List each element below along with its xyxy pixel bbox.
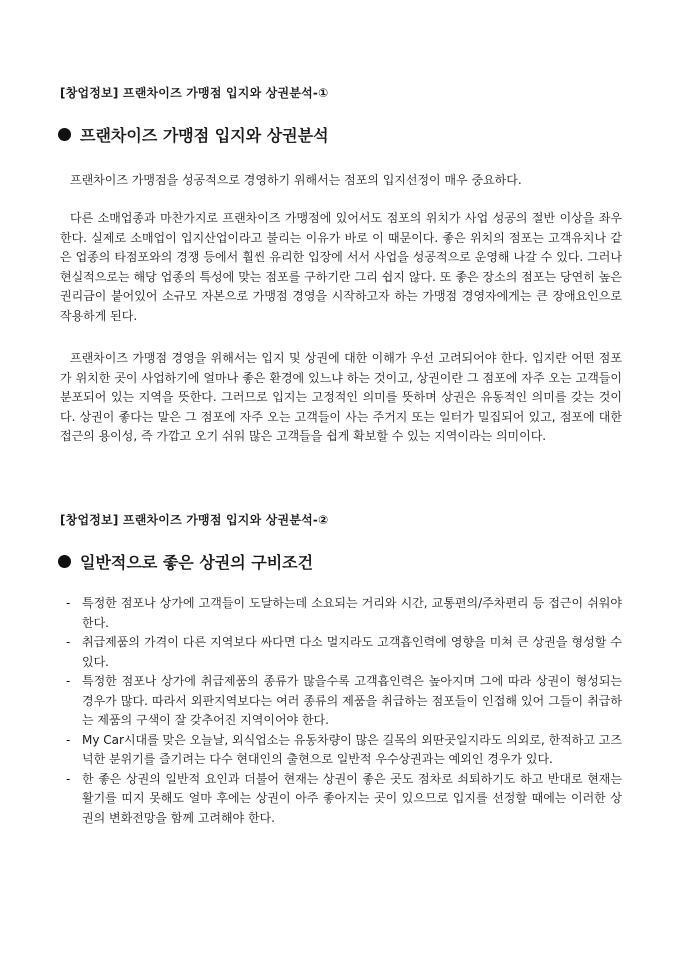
- list-item-text: 특정한 점포나 상가에 고객들이 도달하는데 소요되는 거리와 시간, 교통편의/주차편리 등 접근이 쉬워야 한다.: [82, 596, 622, 630]
- section1-paragraph-3: 프랜차이즈 가맹점 경영을 위해서는 입지 및 상권에 대한 이해가 우선 고려되어야 한다. 입지란 어떤 점포가 위치한 곳이 사업하기에 얼마나 좋은 환경에 있느냐 하는 것이고, 상권이란 그 점포에 자주 오는 고객들이 분포되어 있는 지역을 뜻한다. 그러므로 입지는 고정적인 의미를 뜻하며 상권은 유동적인 의미를 갖는 것이다. 상권이 좋다는 말은 그 점포에 자주 오는 고객들이 사는 주거지 또는 일터가 밀집되어 있고, 점포에 대한 접근의 용이성, 즉 가깝고 오기 쉬워 많은 고객들을 쉽게 확보할 수 있는 지역이라는 의미이다.: [60, 351, 622, 443]
- dash-marker: -: [66, 771, 71, 786]
- section1-heading: [58, 123, 329, 146]
- list-item-text: 특정한 점포나 상가에 취급제품의 종류가 많을수록 고객흡인력은 높아지며 그에 따라 상권이 형성되는 경우가 많다. 따라서 외판지역보다는 여러 종류의 제품을 취급하는 점포들이 인접해 있어 그들이 취급하는 제품의 구색이 잘 갖추어진 지역이어야 한다.: [82, 674, 622, 727]
- section2-bullet-list: [66, 594, 622, 828]
- dash-marker: -: [66, 674, 71, 688]
- section2-label: [창업정보] 프랜차이즈 가맹점 입지와 상권분석-②: [60, 513, 329, 527]
- section1-paragraph-1: 프랜차이즈 가맹점을 성공적으로 경영하기 위해서는 점포의 입지선정이 매우 중요하다.: [70, 173, 522, 187]
- section1-heading-text: 프랜차이즈 가맹점 입지와 상권분석: [80, 126, 329, 145]
- dash-marker: -: [66, 596, 71, 610]
- bullet-dot-icon: [58, 555, 71, 568]
- list-item: [66, 672, 622, 731]
- bullet-dot-icon: [58, 128, 71, 141]
- list-item-text: My Car시대를 맞은 오늘날, 외식업소는 유동차량이 많은 길목의 외딴곳일지라도 의외로, 한적하고 고즈넉한 분위기를 즐기려는 다수 현대인의 출현으로 일반적 우수상권과는 예외인 경우가 있다.: [82, 732, 622, 766]
- list-item: [66, 633, 622, 672]
- list-item-text: 한 좋은 상권의 일반적 요인과 더불어 현재는 상권이 좋은 곳도 점차로 쇠퇴하기도 하고 반대로 현재는 활기를 띠지 못해도 얼마 후에는 상권이 아주 좋아지는 곳이 있으므로 입지를 선정할 때에는 이러한 상권의 변화전망을 함께 고려해야 한다.: [82, 771, 622, 825]
- section1-paragraph-2: 다른 소매업종과 마찬가지로 프랜차이즈 가맹점에 있어서도 점포의 위치가 사업 성공의 절반 이상을 좌우한다. 실제로 소매업이 입지산업이라고 불리는 이유가 바로 이 때문이다. 좋은 위치의 점포는 고객유치나 같은 업종의 타점포와의 경쟁 등에서 훨씬 유리한 입장에 서서 사업을 성공적으로 운영해 나갈 수 있다. 그러나 현실적으로는 해당 업종의 특성에 맞는 점포를 구하기란 그리 쉽지 않다. 또 좋은 장소의 점포는 당연히 높은 권리금이 붙어있어 소규모 자본으로 가맹점 경영을 시작하고자 하는 가맹점 경영자에게는 큰 장애요인으로 작용하게 된다.: [60, 211, 622, 323]
- list-item: [66, 770, 622, 829]
- list-item: [66, 594, 622, 633]
- section2-heading-text: 일반적으로 좋은 상권의 구비조건: [80, 553, 314, 572]
- list-item: [66, 731, 622, 770]
- dash-marker: -: [66, 732, 71, 747]
- dash-marker: -: [66, 635, 71, 649]
- section1-label: [창업정보] 프랜차이즈 가맹점 입지와 상권분석-①: [60, 86, 329, 100]
- section2-heading: [58, 550, 313, 573]
- list-item-text: 취급제품의 가격이 다른 지역보다 싸다면 다소 멀지라도 고객흡인력에 영향을 미쳐 큰 상권을 형성할 수 있다.: [82, 635, 622, 669]
